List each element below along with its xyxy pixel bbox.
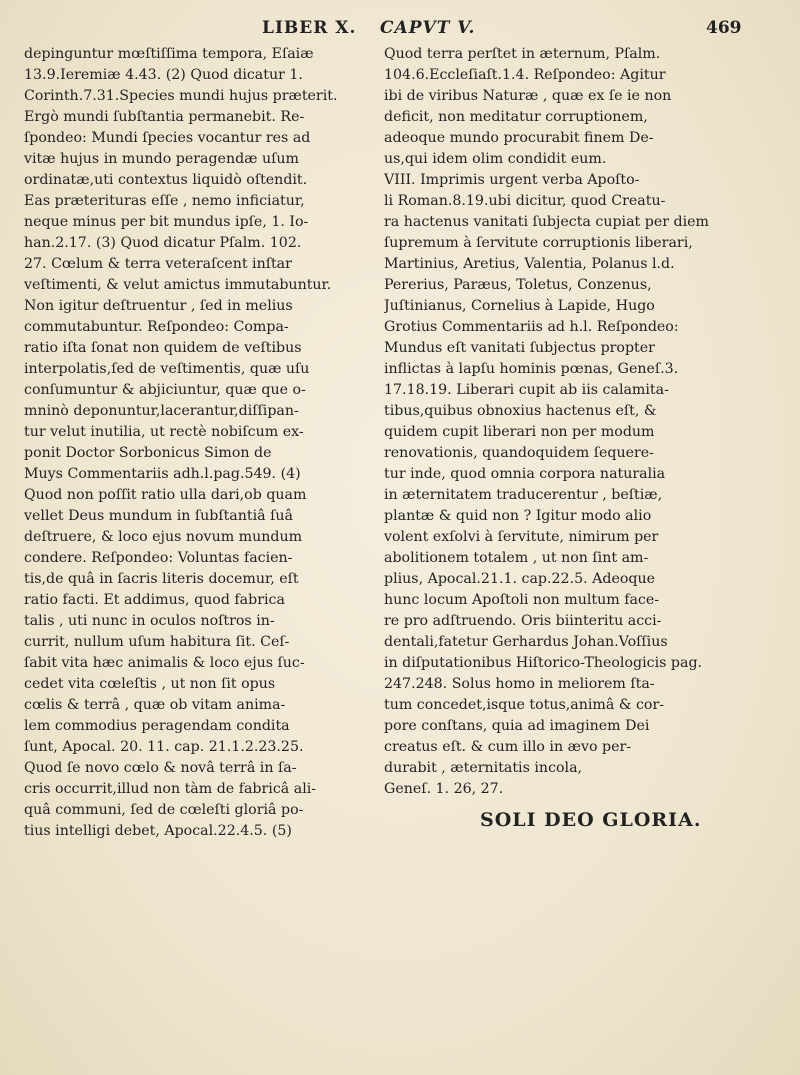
text-line: deficit, non meditatur corruptionem, xyxy=(384,109,648,125)
text-line: conſumuntur & abjiciuntur, quæ que o- xyxy=(24,382,306,398)
text-line: ſpondeo: Mundi ſpecies vocantur res ad xyxy=(24,130,311,146)
header-book: LIBER X. xyxy=(262,18,357,38)
closing-line: SOLI DEO GLORIA. xyxy=(480,809,702,831)
text-line: veſtimenti, & velut amictus immutabuntur. xyxy=(24,277,332,293)
text-line: tur velut inutilia, ut rectè nobiſcum ex- xyxy=(24,424,304,440)
text-line: ſunt, Apocal. 20. 11. cap. 21.1.2.23.25. xyxy=(24,739,304,755)
text-line: tibus,quibus obnoxius hactenus eſt, & xyxy=(384,403,657,419)
text-line: ratio facti. Et addimus, quod fabrica xyxy=(24,592,285,608)
text-line: tur inde, quod omnia corpora naturalia xyxy=(384,466,666,482)
text-line: ſupremum à ſervitute corruptionis liberari, xyxy=(384,235,693,251)
text-line: cris occurrit,illud non tàm de fabricâ ali- xyxy=(24,781,317,797)
text-line: han.2.17. (3) Quod dicatur Pſalm. 102. xyxy=(24,235,302,251)
text-line: pore conſtans, quia ad imaginem Dei xyxy=(384,718,650,734)
text-line: ponit Doctor Sorbonicus Simon de xyxy=(24,445,272,461)
left-column xyxy=(24,44,372,842)
text-line: ratio iſta ſonat non quidem de veſtibus xyxy=(24,340,302,356)
text-line: in diſputationibus Hiſtorico-Theologicis pag. xyxy=(384,655,703,671)
text-line: us,qui idem olim condidit eum. xyxy=(384,151,607,167)
header-chapter: CAPVT V. xyxy=(380,18,476,38)
text-line: quâ communi, ſed de cœleſti gloriâ po- xyxy=(24,802,304,818)
text-line: Geneſ. 1. 26, 27. xyxy=(384,781,504,797)
text-line: depinguntur mœſtiſſima tempora, Eſaiæ xyxy=(24,46,314,62)
text-line: Muys Commentariis adh.l.pag.549. (4) xyxy=(24,466,301,482)
text-line: li Roman.8.19.ubi dicitur, quod Creatu- xyxy=(384,193,666,209)
text-line: deſtruere, & loco ejus novum mundum xyxy=(24,529,303,545)
text-line: dentali,fatetur Gerhardus Johan.Voſſius xyxy=(384,634,668,650)
text-line: Mundus eſt vanitati ſubjectus propter xyxy=(384,340,655,356)
text-line: 104.6.Eccleſiaſt.1.4. Reſpondeo: Agitur xyxy=(384,67,666,83)
text-line: tius intelligi debet, Apocal.22.4.5. (5) xyxy=(24,823,292,839)
text-line: renovationis, quandoquidem ſequere- xyxy=(384,445,654,461)
text-line: interpolatis,ſed de veſtimentis, quæ uſu xyxy=(24,361,310,377)
text-line: talis , uti nunc in oculos noſtros in- xyxy=(24,613,275,629)
text-line: Corinth.7.31.Species mundi hujus præterit. xyxy=(24,88,338,104)
text-line: quidem cupit liberari non per modum xyxy=(384,424,655,440)
text-line: Juſtinianus, Cornelius à Lapide, Hugo xyxy=(384,298,655,314)
right-column xyxy=(384,44,752,831)
text-line: plius, Apocal.21.1. cap.22.5. Adeoque xyxy=(384,571,656,587)
text-line: Quod ſe novo cœlo & novâ terrâ in ſa- xyxy=(24,760,297,776)
text-line: ordinatæ,uti contextus liquidò oſtendit. xyxy=(24,172,308,188)
text-line: re pro adſtruendo. Oris biinteritu acci- xyxy=(384,613,662,629)
text-line: tis,de quâ in ſacris literis docemur, eſt xyxy=(24,571,299,587)
text-line: neque minus per bit mundus ipſe, 1. Io- xyxy=(24,214,309,230)
text-line: ſabit vita hæc animalis & loco ejus ſuc- xyxy=(24,655,305,671)
text-line: lem commodius peragendam condita xyxy=(24,718,290,734)
text-line: Eas præterituras eſſe , nemo inficiatur, xyxy=(24,193,305,209)
text-line: VIII. Imprimis urgent verba Apoſto- xyxy=(384,172,640,188)
text-line: Martinius, Aretius, Valentia, Polanus l.d. xyxy=(384,256,675,272)
page-number: 469 xyxy=(706,18,742,38)
text-line: Quod non poſſit ratio ulla dari,ob quam xyxy=(24,487,307,503)
text-line: Non igitur deſtruentur , ſed in melius xyxy=(24,298,293,314)
text-line: volent exſolvi à ſervitute, nimirum per xyxy=(384,529,659,545)
text-line: Quod terra perſtet in æternum, Pſalm. xyxy=(384,46,661,62)
text-line: hunc locum Apoſtoli non multum face- xyxy=(384,592,660,608)
text-line: cedet vita cœleſtis , ut non ſit opus xyxy=(24,676,276,692)
text-line: ra hactenus vanitati ſubjecta cupiat per diem xyxy=(384,214,710,230)
text-line: abolitionem totalem , ut non ſint am- xyxy=(384,550,649,566)
text-line: currit, nullum uſum habitura ſit. Ceſ- xyxy=(24,634,290,650)
text-line: in æternitatem traducerentur , beſtiæ, xyxy=(384,487,663,503)
text-line: inflictas à lapſu hominis pœnas, Geneſ.3. xyxy=(384,361,679,377)
running-header xyxy=(0,12,800,44)
text-line: vitæ hujus in mundo peragendæ uſum xyxy=(24,151,299,167)
text-line: Grotius Commentariis ad h.l. Reſpondeo: xyxy=(384,319,679,335)
text-line: commutabuntur. Reſpondeo: Compa- xyxy=(24,319,289,335)
text-line: cœlis & terrâ , quæ ob vitam anima- xyxy=(24,697,286,713)
text-line: ibi de viribus Naturæ , quæ ex ſe ie non xyxy=(384,88,672,104)
text-line: tum concedet,isque totus,animâ & cor- xyxy=(384,697,665,713)
text-line: 17.18.19. Liberari cupit ab iis calamita- xyxy=(384,382,669,398)
text-line: Pererius, Paræus, Toletus, Conzenus, xyxy=(384,277,652,293)
text-line: plantæ & quid non ? Igitur modo alio xyxy=(384,508,652,524)
text-line: mninò deponuntur,lacerantur,diſſipan- xyxy=(24,403,299,419)
text-line: 13.9.Ieremiæ 4.43. (2) Quod dicatur 1. xyxy=(24,67,303,83)
text-line: 247.248. Solus homo in meliorem ſta- xyxy=(384,676,655,692)
text-line: creatus eſt. & cum illo in ævo per- xyxy=(384,739,632,755)
text-line: Ergò mundi ſubſtantia permanebit. Re- xyxy=(24,109,305,125)
text-line: durabit , æternitatis incola, xyxy=(384,760,583,776)
text-line: vellet Deus mundum in ſubſtantiâ ſuâ xyxy=(24,508,293,524)
text-line: 27. Cœlum & terra veteraſcent inſtar xyxy=(24,256,292,272)
text-line: adeoque mundo procurabit finem De- xyxy=(384,130,654,146)
text-line: condere. Reſpondeo: Voluntas facien- xyxy=(24,550,293,566)
